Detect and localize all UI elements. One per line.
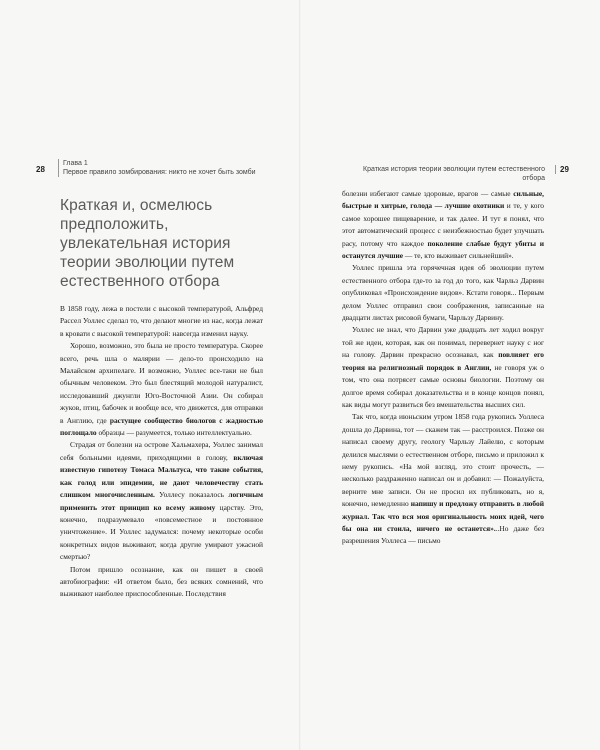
book-gutter — [299, 0, 301, 750]
chapter-label: Глава 1 — [63, 160, 88, 167]
paragraph: Хорошо, возможно, это была не просто температура. Скорее всего, речь шла о малярии — дело-то происходило на Малайском архипелаге. И возможно, Уоллес все-таки не был обычным человеком. Это был блестящий молодой натуралист, исследовавший джунгли Юго-Восточной Азии. Он собирал жуков, птиц, бабочек и вообще все, что движется, для отправки в Англию, где растущее сообщество биологов с жадностью поглощало образцы — разумеется, только интеллектуально. — [60, 341, 263, 438]
left-page-number: 28 — [36, 165, 45, 174]
paragraph: Страдая от болезни на острове Хальмахера, Уоллес занимал себя больными идеями, приходящими в голову, включая известную гипотезу Томаса Мальтуса, что такие события, как голод или эпидемии, не дают человечеству стать слишком многочисленным. Уоллесу показалось логичным применить этот принцип ко всему живому царству. Это, конечно, подразумевало «повсеместное и постоянное уничтожение». И Уоллес задумался: почему некоторые особи конкретных видов выживают, когда другие умирают ужасной смертью? — [60, 440, 264, 562]
paragraph: Потом пришло осознание, как он пишет в своей автобиографии: «И ответом было, без всяких сомнений, что выживают наиболее приспособленные. Последствия — [60, 564, 263, 599]
chapter-title: Первое правило зомбирования: никто не хочет быть зомби — [63, 169, 256, 176]
paragraph: Уоллес пришла эта горячечная идея об эволюции путем естественного отбора где-то за год до того, как Чарльз Дарвин опубликовал «Происхождение видов». Кстати говоря... Первым делом Уоллес отправил свои соображения, записанные на двадцати листах рисовой бумаги, Чарльзу Дарвину. — [342, 263, 544, 323]
left-running-header — [58, 159, 256, 177]
paragraph: болезни избегают самые здоровые, врагов — самые сильные, быстрые и хитрые, голода — лучшие охотники и те, у кого самое хорошее пищеварение, и так далее. И тут я понял, что этот автоматический процесс с неизбежностью будет улучшать расу, потому что каждое поколение слабые будут убиты и останутся лучшие — те, кто выживает сильнейший». — [342, 189, 544, 261]
section-title: Краткая и, осмелюсь предположить, увлекательная история теории эволюции путем естественного отбора — [60, 197, 235, 290]
paragraph: В 1858 году, лежа в постели с высокой температурой, Альфред Рассел Уоллес сделал то, что делают многие из нас, когда лежат в кровати с высокой температурой: навсегда изменил науку. — [60, 304, 263, 338]
paragraph: Так что, когда июньским утром 1858 года рукопись Уоллеса дошла до Дарвина, тот — скажем так — расстроился. Позже он написал своему другу, геологу Чарльзу Лайелю, с которым делился мыслями о естественном отборе, письмо и приложил к нему рукопись. «На мой взгляд, это стоит прочесть, — несколько раздраженно написал он и добавил: — Пожалуйста, верните мне записи. Он не просил их публиковать, но я, конечно, немедленно напишу и предложу отправить в любой журнал. Так что вся моя оригинальность моих идей, чего бы она ни стоила, ничего не останется»...Но даже без разрешения Уоллеса — письмо — [342, 412, 544, 546]
right-page-body — [342, 188, 544, 548]
right-page-number: 29 — [555, 165, 569, 174]
paragraph: Уоллес не знал, что Дарвин уже двадцать лет ходил вокруг той же идеи, которая, как он понимал, перевернет науку с ног на голову. Дарвин прекрасно осознавал, как повлияет его теория на религиозный порядок в Англии, не говоря уж о том, что она потрясет самые основы биологии. Поэтому он долгое время собирал доказательства и в конце концов понял, как виды могут развиться без вмешательства высших сил. — [342, 325, 545, 409]
right-running-header: Краткая история теории эволюции путем естественного отбора — [363, 166, 545, 182]
left-page-body — [60, 196, 263, 601]
